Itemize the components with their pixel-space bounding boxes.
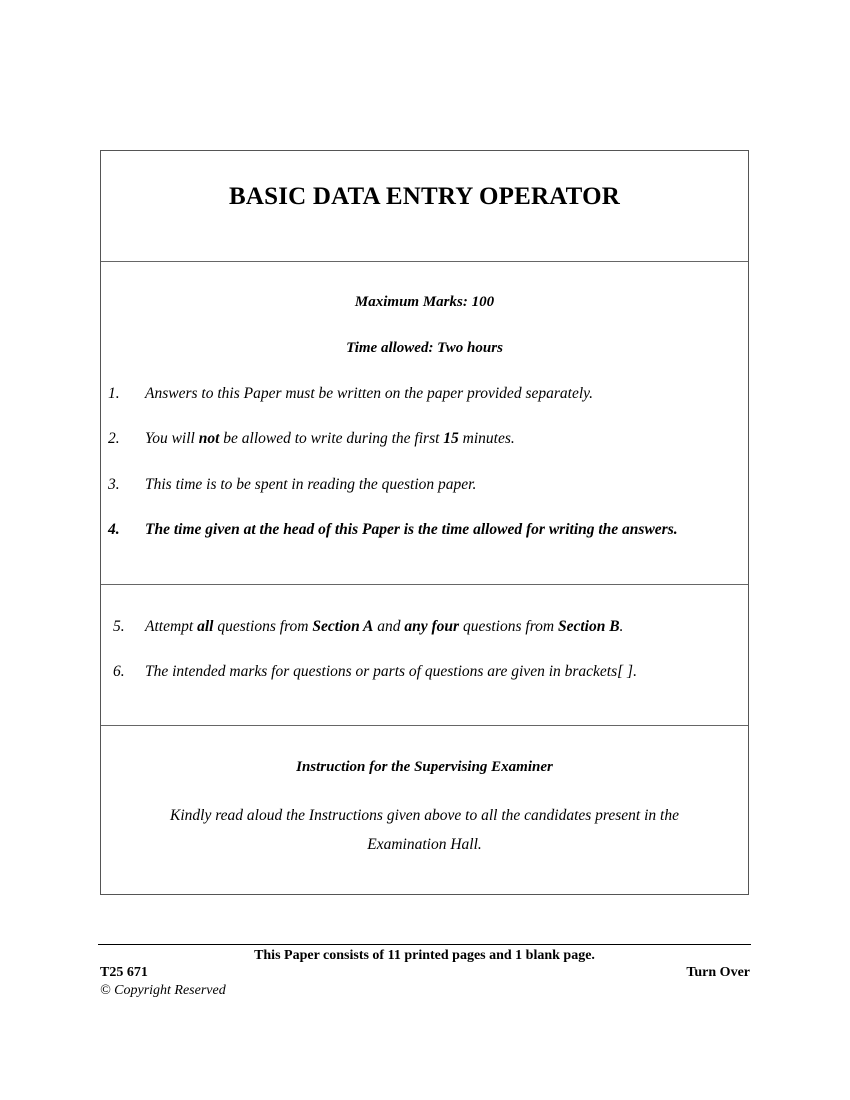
emphasis-text: 15 [443, 430, 459, 447]
paper-code: T25 671 [100, 965, 148, 980]
text-run: You will [145, 430, 199, 447]
instruction-text [145, 430, 515, 448]
instruction-number: 3. [108, 476, 120, 493]
text-run: Answers to this Paper must be written on the paper provided separately. [145, 385, 594, 402]
supervisor-instruction: Kindly read aloud the Instructions given above to all the candidates present in the Examination Hall. [170, 807, 679, 853]
emphasis-text: any four [404, 618, 460, 635]
text-run: minutes. [458, 430, 515, 447]
text-run: and [373, 618, 405, 635]
cover-box [100, 150, 749, 895]
instruction-number: 5. [113, 618, 125, 635]
instruction-number: 1. [108, 385, 120, 402]
emphasis-text: The time given at the head of this Paper is the time allowed for writing the answers. [145, 521, 678, 538]
instruction-number: 2. [108, 430, 120, 447]
general-instructions-section [101, 261, 748, 585]
emphasis-text: Section A [312, 618, 374, 635]
instruction-number: 6. [113, 663, 125, 680]
instruction-text [145, 663, 637, 681]
instruction-text [145, 476, 476, 494]
text-run: The intended marks for questions or parts of questions are given in brackets[ ]. [145, 663, 637, 680]
paper-title: BASIC DATA ENTRY OPERATOR [229, 183, 620, 210]
instruction-text [145, 521, 678, 539]
time-allowed: Time allowed: Two hours [346, 340, 503, 356]
text-run: questions from [459, 618, 558, 635]
emphasis-text: all [197, 618, 214, 635]
footer-divider [98, 944, 751, 945]
pages-note: This Paper consists of 11 printed pages and 1 blank page. [254, 948, 595, 963]
instruction-number: 4. [108, 521, 120, 538]
instruction-text [145, 618, 623, 636]
text-run: be allowed to write during the first [219, 430, 444, 447]
text-run: questions from [213, 618, 313, 635]
turn-over-label: Turn Over [686, 965, 750, 980]
title-section [101, 151, 748, 262]
emphasis-text: not [198, 430, 220, 447]
text-run: . [619, 618, 624, 635]
text-run: This time is to be spent in reading the question paper. [145, 476, 477, 493]
supervisor-section [101, 725, 748, 894]
emphasis-text: Section B [557, 618, 620, 635]
text-run: Attempt [145, 618, 198, 635]
instruction-text [145, 385, 593, 403]
maximum-marks: Maximum Marks: 100 [354, 294, 495, 310]
supervisor-heading: Instruction for the Supervising Examiner [296, 759, 553, 775]
section-instructions [101, 584, 748, 726]
copyright-notice: © Copyright Reserved [100, 983, 226, 998]
